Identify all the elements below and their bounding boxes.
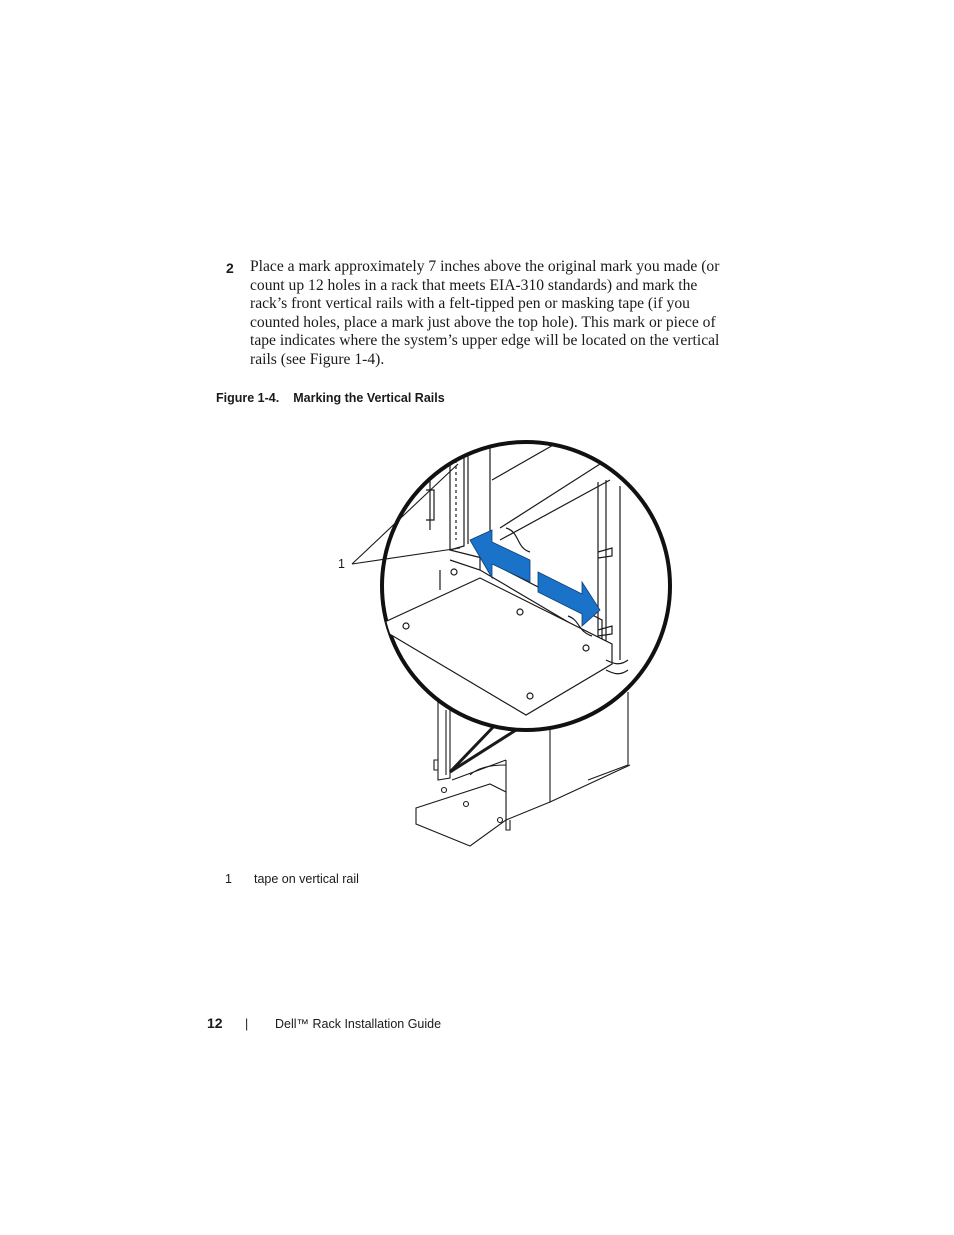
figure-title: Marking the Vertical Rails [293, 391, 445, 405]
step-text: Place a mark approximately 7 inches above the original mark you made (or count up 12 holes in a rack that meets EIA-310 standards) and mark the rack’s front vertical rails with a felt-tipped pen or masking tape (if you counted holes, place a mark just above the top hole). This mark or piece of tape indicates where the system’s upper edge will be located on the vertical rails (see Figure 1-4). [250, 258, 720, 368]
callout-1: 1 [338, 557, 345, 571]
figure-caption [216, 391, 445, 405]
page-number: 12 [207, 1015, 223, 1031]
step-number: 2 [226, 260, 234, 276]
figure-legend [225, 872, 359, 886]
page-footer [207, 1015, 441, 1031]
footer-title: Dell™ Rack Installation Guide [275, 1017, 442, 1031]
legend-number: 1 [225, 872, 232, 886]
footer-separator: | [245, 1017, 249, 1031]
legend-text: tape on vertical rail [254, 872, 359, 886]
rack-illustration [330, 420, 680, 850]
figure-label: Figure 1-4. [216, 391, 280, 405]
